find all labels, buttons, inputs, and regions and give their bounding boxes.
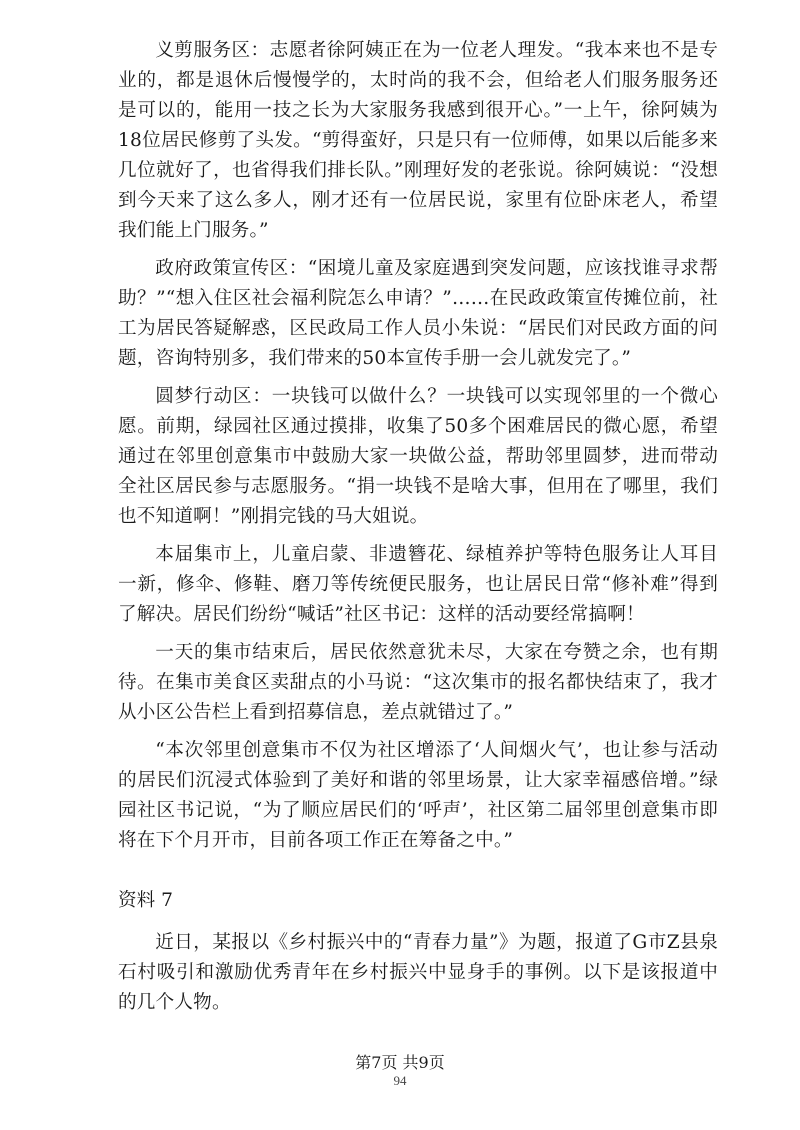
section-heading-material-7: 资料 7: [118, 890, 173, 911]
paragraph-secretary-quote: “本次邻里创意集市不仅为社区增添了‘人间烟火气’，也让参与活动的居民们沉浸式体验到了美好和谐的邻里场景，让大家幸福感倍增。”绿园社区书记说，“为了顺应居民们的‘呼声’，社区第二届邻里创意集市即将在下个月开市，目前各项工作正在筹备之中。”: [118, 740, 718, 851]
document-body: [118, 36, 718, 1018]
page-number: 94: [393, 1073, 407, 1088]
paragraph-material-7-intro: 近日，某报以《乡村振兴中的“青春力量”》为题，报道了G市Z县泉石村吸引和激励优秀青年在乡村振兴中显身手的事例。以下是该报道中的几个人物。: [118, 932, 718, 1013]
page-footer-label: 第7页 共9页: [355, 1053, 445, 1072]
paragraph-policy-promotion: 政府政策宣传区：“困境儿童及家庭遇到突发问题，应该找谁寻求帮助？”“想入住区社会福利院怎么申请？”……在民政政策宣传摊位前，社工为居民答疑解惑，区民政局工作人员小朱说：“居民们对民政方面的问题，咨询特别多，我们带来的50本宣传手册一会儿就发完了。”: [118, 258, 718, 369]
paragraph-market-end: 一天的集市结束后，居民依然意犹未尽，大家在夸赞之余，也有期待。在集市美食区卖甜点的小马说：“这次集市的报名都快结束了，我才从小区公告栏上看到招募信息，差点就错过了。”: [118, 642, 718, 723]
paragraph-dream-action: 圆梦行动区：一块钱可以做什么？一块钱可以实现邻里的一个微心愿。前期，绿园社区通过摸排，收集了50多个困难居民的微心愿，希望通过在邻里创意集市中鼓励大家一块做公益，帮助邻里圆梦，进而带动全社区居民参与志愿服务。“捐一块钱不是啥大事，但用在了哪里，我们也不知道啊！”刚捐完钱的马大姐说。: [118, 386, 718, 527]
paragraph-haircut-service: 义剪服务区：志愿者徐阿姨正在为一位老人理发。“我本来也不是专业的，都是退休后慢慢学的，太时尚的我不会，但给老人们服务服务还是可以的，能用一技之长为大家服务我感到很开心。”一上午，徐阿姨为18位居民修剪了头发。“剪得蛮好，只是只有一位师傅，如果以后能多来几位就好了，也省得我们排长队。”刚理好发的老张说。徐阿姨说：“没想到今天来了这么多人，刚才还有一位居民说，家里有位卧床老人，希望我们能上门服务。”: [118, 40, 718, 241]
paragraph-market-services: 本届集市上，儿童启蒙、非遗簪花、绿植养护等特色服务让人耳目一新，修伞、修鞋、磨刀等传统便民服务，也让居民日常“修补难”得到了解决。居民们纷纷“喊话”社区书记：这样的活动要经常搞啊！: [118, 544, 718, 625]
